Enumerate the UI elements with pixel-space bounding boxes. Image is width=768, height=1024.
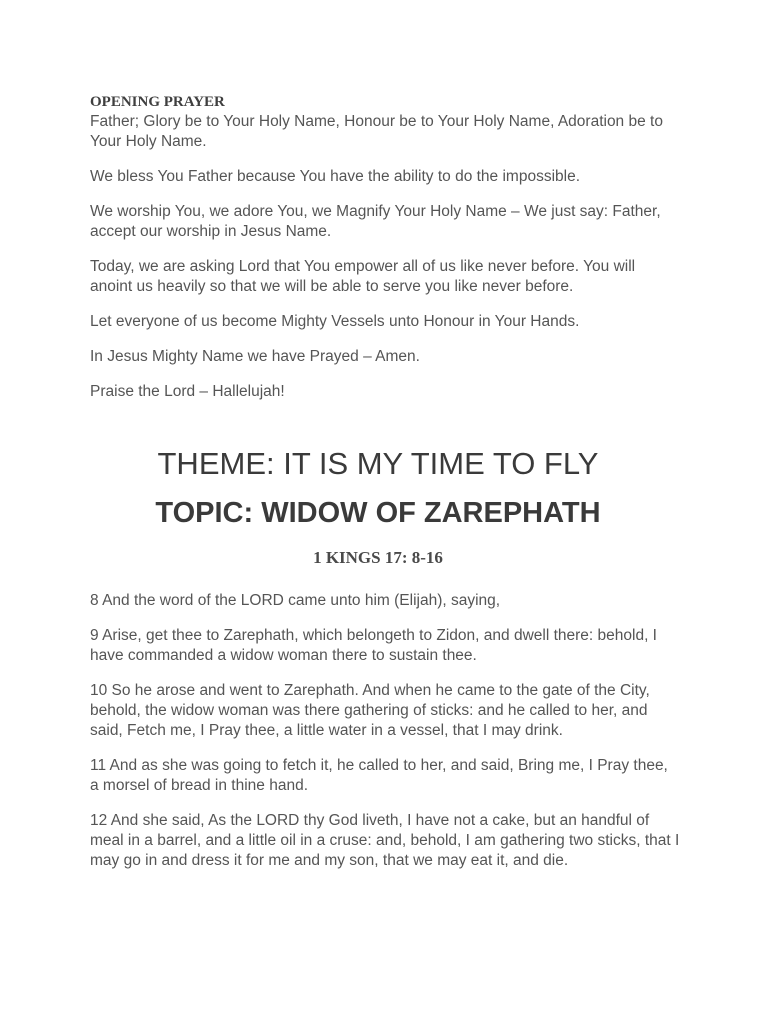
scripture-verse: 8 And the word of the LORD came unto him (Elijah), saying, [90,592,501,609]
prayer-paragraph: We bless You Father because You have the ability to do the impossible. [90,168,581,185]
prayer-paragraph: Praise the Lord – Hallelujah! [90,383,285,400]
scripture-verse: 11 And as she was going to fetch it, he called to her, and said, Bring me, I Pray thee, a morsel of bread in thine hand. [90,757,668,794]
document-page [90,93,680,886]
theme-title: THEME: IT IS MY TIME TO FLY [157,446,599,481]
scripture-verse: 12 And she said, As the LORD thy God liveth, I have not a cake, but an handful of meal in a barrel, and a little oil in a cruse: and, behold, I am gathering two sticks, that I may go in and dress it for me and my son, that we may eat it, and die. [90,812,680,869]
prayer-paragraph: Father; Glory be to Your Holy Name, Honour be to Your Holy Name, Adoration be to Your Holy Name. [90,113,663,150]
prayer-paragraph: In Jesus Mighty Name we have Prayed – Amen. [90,348,420,365]
topic-title: TOPIC: WIDOW OF ZAREPHATH [155,497,601,529]
opening-prayer-heading: OPENING PRAYER [90,94,225,110]
scripture-verse: 9 Arise, get thee to Zarephath, which belongeth to Zidon, and dwell there: behold, I have commanded a widow woman there to sustain thee. [90,627,657,664]
scripture-verse: 10 So he arose and went to Zarephath. And when he came to the gate of the City, behold, the widow woman was there gathering of sticks: and he called to her, and said, Fetch me, I Pray thee, a little water in a vessel, that I may drink. [90,682,650,739]
prayer-paragraph: Today, we are asking Lord that You empower all of us like never before. You will anoint us heavily so that we will be able to serve you like never before. [90,258,636,295]
prayer-paragraph: Let everyone of us become Mighty Vessels unto Honour in Your Hands. [90,313,580,330]
scripture-reference: 1 KINGS 17: 8-16 [313,548,443,567]
prayer-paragraph: We worship You, we adore You, we Magnify Your Holy Name – We just say: Father, accept our worship in Jesus Name. [90,203,661,240]
